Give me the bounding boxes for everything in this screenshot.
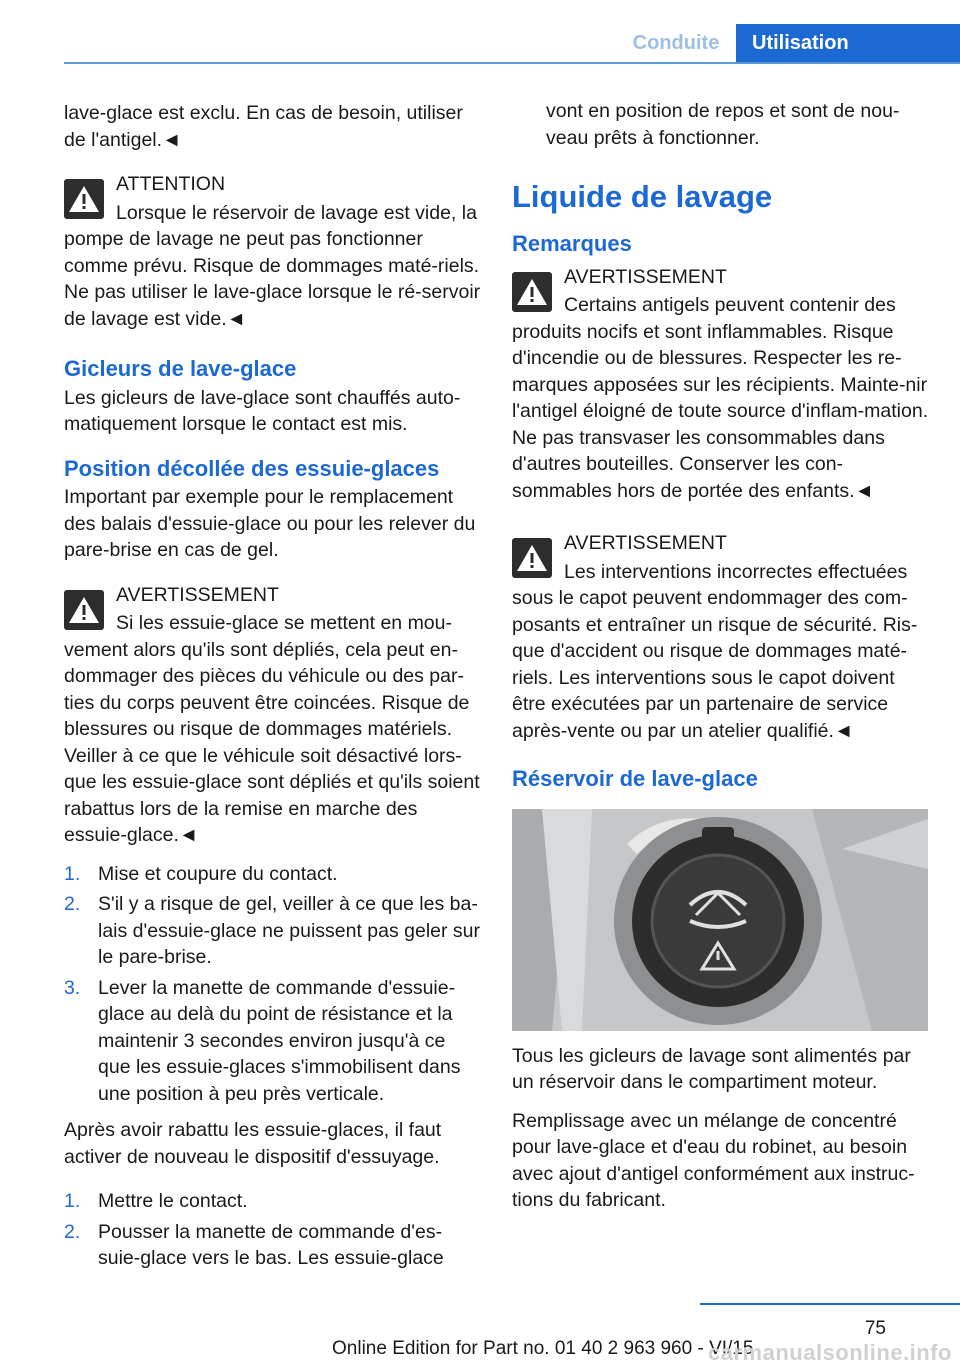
apres-text: Après avoir rabattu les essuie-glaces, il faut activer de nouveau le dispositif d'essuyage. bbox=[64, 1119, 442, 1168]
gicleurs-text: Les gicleurs de lave-glace sont chauffés auto-matiquement lorsque le contact est mis. bbox=[64, 386, 461, 435]
warning-triangle-icon bbox=[64, 590, 104, 630]
warning-triangle-icon bbox=[512, 272, 552, 312]
warning-title: AVERTISSEMENT bbox=[564, 532, 727, 554]
list-text: Lever la manette de commande d'essuie-glace au delà du point de résistance et la maintenir 3 secondes environ jusqu'à ce que les essuie-glaces s'immobilisent dans une position à peu près verticale. bbox=[98, 976, 461, 1105]
list-number: 3. bbox=[64, 976, 81, 999]
tab-conduite[interactable]: Conduite bbox=[632, 32, 720, 54]
warning-avertissement-3 bbox=[512, 524, 930, 744]
list-item bbox=[64, 1188, 482, 1215]
steps-list-1 bbox=[64, 861, 482, 1108]
reservoir-text-1: Tous les gicleurs de lavage sont alimentés par un réservoir dans le compartiment moteur. bbox=[512, 1044, 911, 1093]
header-rule bbox=[64, 62, 960, 64]
page-number: 75 bbox=[864, 1318, 886, 1339]
heading-remarques: Remarques bbox=[512, 231, 632, 256]
warning-title: AVERTISSEMENT bbox=[116, 583, 279, 606]
reservoir-cap-photo bbox=[512, 809, 928, 1031]
list-number: 1. bbox=[64, 1190, 81, 1212]
left-column bbox=[64, 100, 482, 1282]
warning-avertissement-1 bbox=[64, 576, 482, 849]
intro-text: lave-glace est exclu. En cas de besoin, utiliser de l'antigel.◄ bbox=[64, 102, 463, 151]
list-text: Mettre le contact. bbox=[98, 1190, 248, 1212]
warning-title: ATTENTION bbox=[116, 173, 226, 195]
warning-title: AVERTISSEMENT bbox=[564, 265, 727, 288]
list-text: Pousser la manette de commande d'es-suie-glace vers le bas. Les essuie-glace bbox=[98, 1220, 444, 1269]
list-item bbox=[64, 975, 482, 1108]
warning-avertissement-2 bbox=[512, 264, 930, 505]
list-text: Mise et coupure du contact. bbox=[98, 862, 338, 885]
list-number: 1. bbox=[64, 862, 81, 885]
continued-text: vont en position de repos et sont de nou-veau prêts à fonctionner. bbox=[546, 100, 900, 149]
list-number: 2. bbox=[64, 1220, 81, 1243]
warning-triangle-icon bbox=[512, 538, 552, 578]
steps-list-2 bbox=[64, 1188, 482, 1272]
list-item bbox=[64, 861, 482, 888]
warning-body: Lorsque le réservoir de lavage est vide, la pompe de lavage ne peut pas fonctionner comme prévu. Risque de dommages maté-riels. Ne pas utiliser le lave-glace lorsque le ré-servoir de lavage est vide.◄ bbox=[64, 201, 481, 330]
position-text: Important par exemple pour le remplacement des balais d'essuie-glace ou pour les relever du pare-brise en cas de gel. bbox=[64, 486, 476, 561]
list-item bbox=[64, 891, 482, 971]
watermark: carmanualsonline.info bbox=[708, 1340, 952, 1365]
heading-gicleurs: Gicleurs de lave-glace bbox=[64, 356, 297, 381]
list-text: S'il y a risque de gel, veiller à ce que les ba-lais d'essuie-glace ne puissent pas geler sur le pare-brise. bbox=[98, 893, 481, 968]
heading-liquide: Liquide de lavage bbox=[512, 179, 773, 214]
reservoir-text-2: Remplissage avec un mélange de concentré pour lave-glace et d'eau du robinet, au besoin avec ajout d'antigel conformément aux instruc-tions du fabricant. bbox=[512, 1109, 915, 1211]
footer-rule bbox=[700, 1303, 960, 1305]
list-item bbox=[64, 1219, 482, 1272]
warning-body: Les interventions incorrectes effectuées sous le capot peuvent endommager des com-posants et entraîner un risque de sécurité. Ris-que d'accident ou risque de dommages maté-riels. Les interventions sous le capot doivent être exécutées par un partenaire de service après-vente ou par un atelier qualifié.◄ bbox=[512, 560, 918, 742]
right-column bbox=[512, 98, 930, 1226]
edition-footer: Online Edition for Part no. 01 40 2 963 960 - VI/15 bbox=[332, 1338, 754, 1359]
warning-triangle-icon bbox=[64, 179, 104, 219]
tab-utilisation[interactable]: Utilisation bbox=[736, 24, 960, 62]
warning-body: Certains antigels peuvent contenir des produits nocifs et sont inflammables. Risque d'incendie ou de blessures. Respecter les re-marques apposées sur les récipients. Mainte-nir l'antigel éloigné de toute source d'inflam-mation. Ne pas transvaser les consommables dans d'autres bouteilles. Conserver les con-sommables hors de portée des enfants.◄ bbox=[512, 294, 929, 502]
list-number: 2. bbox=[64, 893, 81, 915]
heading-position: Position décollée des essuie-glaces bbox=[64, 455, 440, 481]
heading-reservoir: Réservoir de lave-glace bbox=[512, 766, 758, 791]
warning-attention bbox=[64, 165, 482, 332]
warning-body: Si les essuie-glace se mettent en mou-vement alors qu'ils sont dépliés, cela peut en-dommager des pièces du véhicule ou des par-ties du corps peuvent être coincées. Risque de blessures ou risque de dommages matériels. Veiller à ce que le véhicule soit désactivé lors-que les essuie-glace sont dépliés et qu'ils soient rabattus lors de la remise en marche des essuie-glace.◄ bbox=[64, 612, 480, 846]
